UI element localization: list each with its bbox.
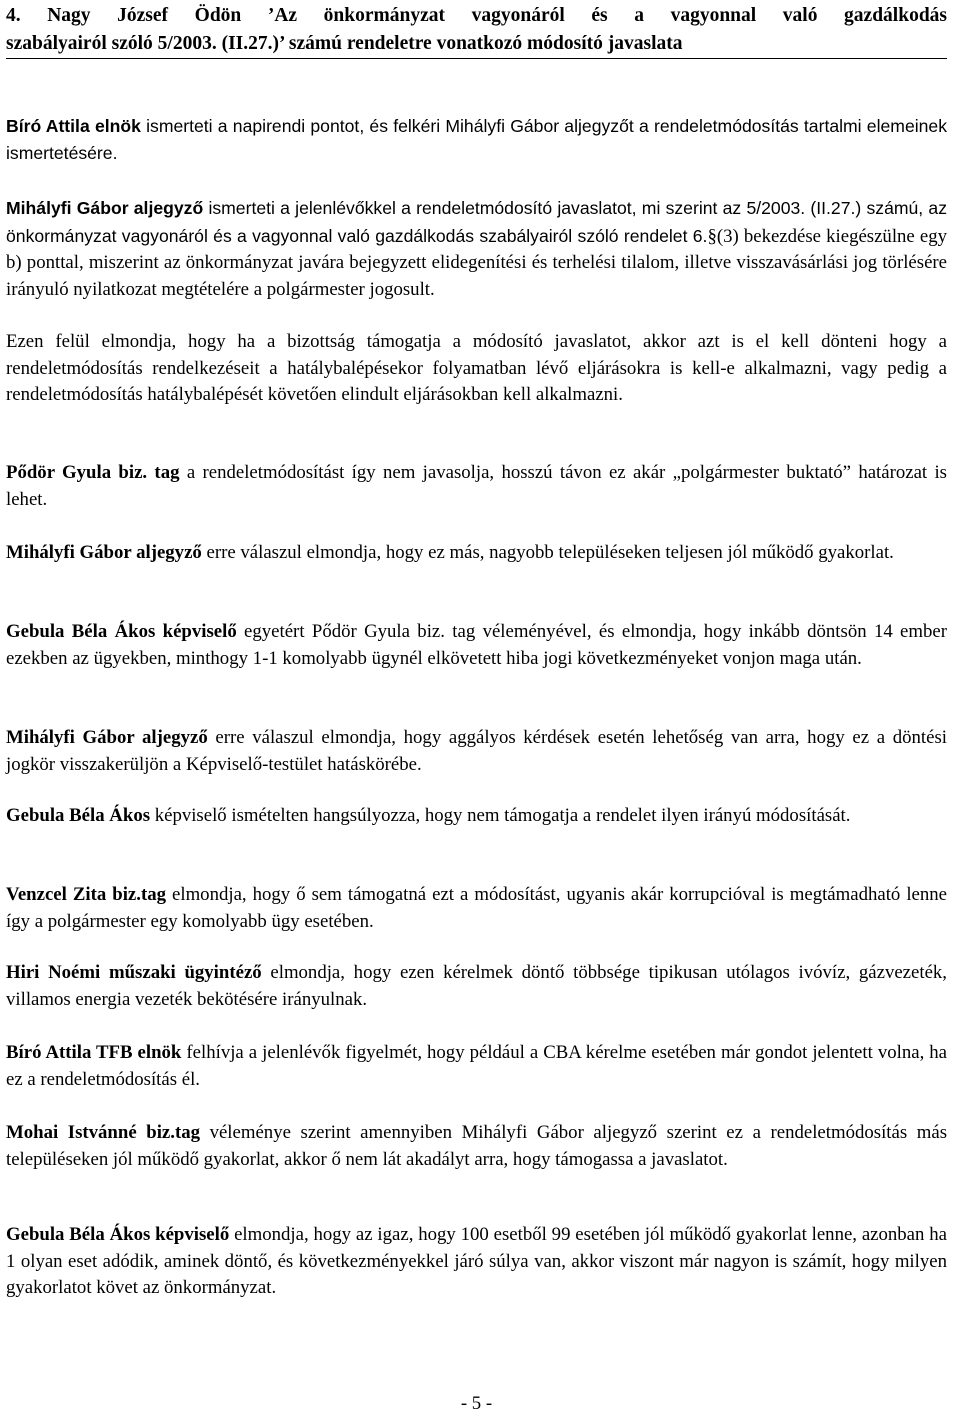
speaker-name: Hiri Noémi műszaki ügyintéző (6, 962, 262, 983)
speaker-name: Gebula Béla Ákos (6, 805, 151, 826)
paragraph-10 (6, 960, 947, 1013)
paragraph-12 (6, 1120, 947, 1173)
paragraph-text: felhívja a jelenlévők figyelmét, hogy például a CBA kérelme esetében már gondot jelentett volna, ha ez a rendeletmódosítás él. (6, 1042, 947, 1090)
paragraph-text: erre válaszul elmondja, hogy aggályos kérdések esetén lehetőség van arra, hogy ez a döntési jogkör visszakerüljön a Képviselő-testület hatáskörébe. (6, 727, 947, 775)
paragraph-text: egyetért Pődör Gyula biz. tag véleményével, és elmondja, hogy inkább döntsön 14 ember ezekben az ügyekben, minthogy 1-1 komolyabb ügynél elkövetett hiba jogi következményeket vonjon maga után. (6, 621, 947, 669)
paragraph-text: elmondja, hogy az igaz, hogy 100 esetből 99 esetében jól működő gyakorlat lenne, azonban ha 1 olyan eset adódik, aminek döntő, és következményekkel járó súlya van, akkor viszont már nagyon is számít, hogy milyen gyakorlatot követ az önkormányzat. (6, 1224, 947, 1298)
paragraph-text: erre válaszul elmondja, hogy ez más, nagyobb településeken teljesen jól működő gyakorlat. (201, 542, 894, 563)
paragraph-4 (6, 460, 947, 513)
paragraph-text: ismerteti a napirendi pontot, és felkéri Mihályfi Gábor aljegyzőt a rendeletmódosítás tartalmi elemeinek ismertetésére. (6, 116, 947, 163)
paragraph-text: véleménye szerint amennyiben Mihályfi Gábor aljegyző szerint ez a rendeletmódosítás más településeken jól működő gyakorlat, akkor ő nem lát akadályt arra, hogy támogassa a javaslatot. (6, 1122, 948, 1170)
document-page (6, 0, 947, 1416)
speaker-name: Bíró Attila TFB elnök (6, 1042, 182, 1063)
paragraph-1 (6, 113, 947, 166)
paragraph-7 (6, 725, 947, 778)
speaker-name: Mihályfi Gábor aljegyző (6, 727, 208, 748)
heading-line-2: szabályairól szóló 5/2003. (II.27.)’ számú rendeletre vonatkozó módosító javaslata (6, 33, 683, 54)
speaker-name: Mihályfi Gábor aljegyző (6, 198, 204, 218)
paragraph-5 (6, 540, 947, 567)
paragraph-6 (6, 619, 947, 672)
paragraph-8 (6, 803, 947, 830)
paragraph-text: ismerteti a jelenlévőkkel a rendeletmódosító javaslatot, mi szerint az 5/2003. (II.27.) számú, az önkormányzat vagyonáról és a vagyonnal való gazdálkodás szabályairól szóló rendelet 6. (6, 198, 947, 246)
speaker-name: Mohai Istvánné biz.tag (6, 1122, 200, 1143)
paragraph-2 (6, 195, 947, 303)
paragraph-11 (6, 1040, 947, 1093)
section-heading (6, 2, 947, 59)
paragraph-text: Ezen felül elmondja, hogy ha a bizottság támogatja a módosító javaslatot, akkor azt is el kell dönteni hogy a rendeletmódosítás rendelkezéseit a hatálybalépésekor folyamatban lévő eljárásokra is kell-e alkalmazni, vagy pedig a rendeletmódosítás hatálybalépését követően elindult eljárásokban kell alkalmazni. (6, 331, 947, 405)
paragraph-text: elmondja, hogy ezen kérelmek döntő többsége tipikusan utólagos ivóvíz, gázvezeték, villamos energia vezeték bekötésére irányulnak. (6, 962, 947, 1010)
heading-line-1: 4. Nagy József Ödön ’Az önkormányzat vagyonáról és a vagyonnal való gazdálkodás (6, 5, 947, 26)
paragraph-9 (6, 882, 947, 935)
paragraph-3 (6, 329, 947, 409)
paragraph-text: a rendeletmódosítást így nem javasolja, hosszú távon ez akár „polgármester buktató” határozat is lehet. (6, 462, 947, 510)
speaker-name: Pődör Gyula biz. tag (6, 462, 180, 483)
page-number: - 5 - (460, 1393, 493, 1414)
paragraph-13 (6, 1222, 947, 1302)
paragraph-text: elmondja, hogy ő sem támogatná ezt a módosítást, ugyanis akár korrupcióval is megtámadható lenne így a polgármester egy komolyabb ügy esetében. (6, 884, 947, 932)
paragraph-text-continued: §(3) bekezdése kiegészülne egy b) ponttal, miszerint az önkormányzat javára bejegyzett elidegenítési és terhelési tilalom, illetve visszavásárlási jog törlésére irányuló nyilatkozat megtételére a polgármester jogosult. (6, 225, 947, 300)
speaker-name: Venzcel Zita biz.tag (6, 884, 166, 905)
paragraph-text: képviselő ismételten hangsúlyozza, hogy nem támogatja a rendelet ilyen irányú módosítását. (150, 805, 851, 826)
speaker-name: Gebula Béla Ákos képviselő (6, 621, 237, 642)
speaker-name: Bíró Attila elnök (6, 116, 141, 136)
speaker-name: Gebula Béla Ákos képviselő (6, 1224, 230, 1245)
speaker-name: Mihályfi Gábor aljegyző (6, 542, 202, 563)
